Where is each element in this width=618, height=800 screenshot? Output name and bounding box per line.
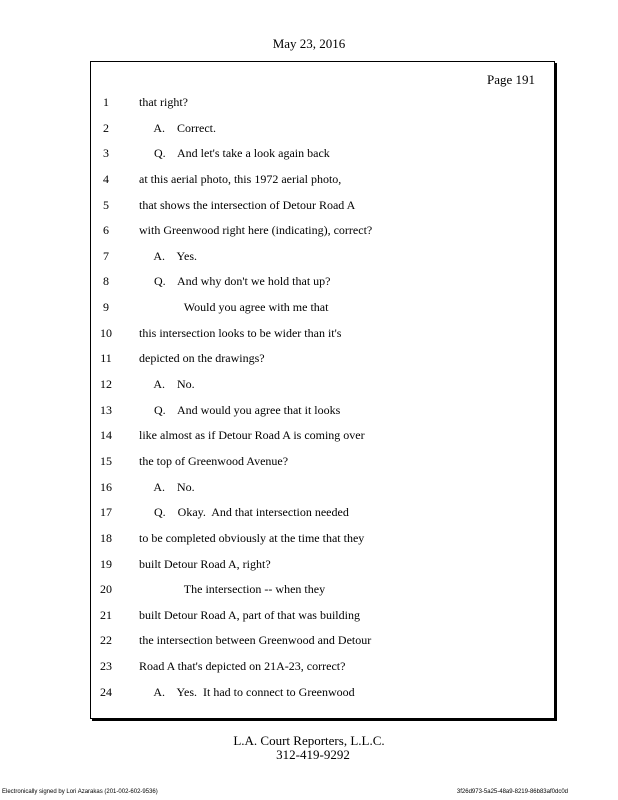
header-date: May 23, 2016: [272, 36, 346, 51]
line-number: 15: [100, 453, 112, 468]
line-text: like almost as if Detour Road A is coming over: [139, 428, 365, 443]
transcript-line: [0, 607, 618, 633]
line-number: 3: [103, 146, 109, 161]
line-text: to be completed obviously at the time that they: [139, 530, 365, 545]
line-number: 12: [100, 377, 112, 392]
line-number: 10: [100, 325, 112, 340]
transcript-line: [0, 402, 618, 428]
transcript-line: [0, 120, 618, 146]
line-number: 17: [100, 505, 112, 520]
line-text: A. No.: [139, 479, 195, 494]
transcript-line: [0, 632, 618, 658]
line-number: 23: [100, 659, 112, 674]
line-text: built Detour Road A, right?: [139, 556, 271, 571]
line-number: 7: [103, 248, 109, 263]
line-text: Q. Okay. And that intersection needed: [139, 505, 349, 520]
line-text: A. No.: [139, 377, 195, 392]
line-text: that right?: [139, 95, 188, 109]
transcript-line: [0, 94, 618, 120]
line-text: The intersection -- when they: [139, 582, 326, 597]
transcript-line: [0, 376, 618, 402]
line-number: 24: [100, 684, 112, 699]
footer-company-name: L.A. Court Reporters, L.L.C.: [233, 733, 385, 748]
line-text: built Detour Road A, part of that was building: [139, 607, 360, 622]
transcript-line: [0, 350, 618, 376]
line-text: A. Yes.: [139, 248, 198, 263]
transcript-line: [0, 145, 618, 171]
line-number: 5: [103, 197, 109, 212]
document-hash: 3f26d973-5a25-48a9-8219-86b83af0dc0d: [456, 789, 568, 795]
line-text: Q. And why don't we hold that up?: [139, 274, 331, 289]
transcript-line: [0, 453, 618, 479]
transcript-line: [0, 325, 618, 351]
electronic-signature-note: Electronically signed by Lori Azarakas (201-002-602-9536): [2, 789, 158, 795]
line-text: at this aerial photo, this 1972 aerial photo,: [139, 171, 342, 186]
line-text: Q. And let's take a look again back: [139, 146, 330, 161]
transcript-line: [0, 556, 618, 582]
line-number: 22: [100, 633, 112, 648]
line-number: 6: [103, 223, 109, 238]
transcript-line: [0, 658, 618, 684]
footer-phone-number: 312-419-9292: [276, 747, 350, 762]
transcript-line: [0, 222, 618, 248]
line-text: the top of Greenwood Avenue?: [139, 453, 289, 468]
line-text: Road A that's depicted on 21A-23, correct?: [139, 659, 346, 674]
line-text: that shows the intersection of Detour Road A: [139, 197, 356, 212]
line-number: 13: [100, 402, 112, 417]
transcript-line: [0, 197, 618, 223]
line-number: 16: [100, 479, 112, 494]
line-text: A. Correct.: [139, 120, 216, 135]
line-number: 2: [103, 120, 109, 135]
line-number: 4: [103, 171, 109, 186]
line-text: Q. And would you agree that it looks: [139, 402, 341, 417]
transcript-line: [0, 171, 618, 197]
transcript-line: [0, 581, 618, 607]
line-number: 19: [100, 556, 112, 571]
line-text: the intersection between Greenwood and Detour: [139, 633, 372, 648]
transcript-line: [0, 299, 618, 325]
transcript-line: [0, 504, 618, 530]
line-text: A. Yes. It had to connect to Greenwood: [139, 684, 355, 699]
transcript-lines: [0, 94, 618, 709]
transcript-line: [0, 479, 618, 505]
line-text: depicted on the drawings?: [139, 351, 265, 366]
line-number: 8: [103, 274, 109, 289]
line-text: with Greenwood right here (indicating), correct?: [139, 223, 373, 238]
transcript-line: [0, 684, 618, 710]
line-number: 9: [103, 300, 109, 315]
transcript-line: [0, 530, 618, 556]
line-number: 21: [100, 607, 112, 622]
line-text: Would you agree with me that: [139, 300, 329, 315]
line-text: this intersection looks to be wider than it's: [139, 325, 342, 340]
line-number: 11: [100, 351, 112, 366]
line-number: 14: [100, 428, 112, 443]
transcript-line: [0, 427, 618, 453]
transcript-line: [0, 273, 618, 299]
line-number: 20: [100, 582, 112, 597]
line-number: 1: [103, 95, 109, 109]
page-number: Page 191: [486, 72, 535, 87]
line-number: 18: [100, 530, 112, 545]
transcript-line: [0, 248, 618, 274]
